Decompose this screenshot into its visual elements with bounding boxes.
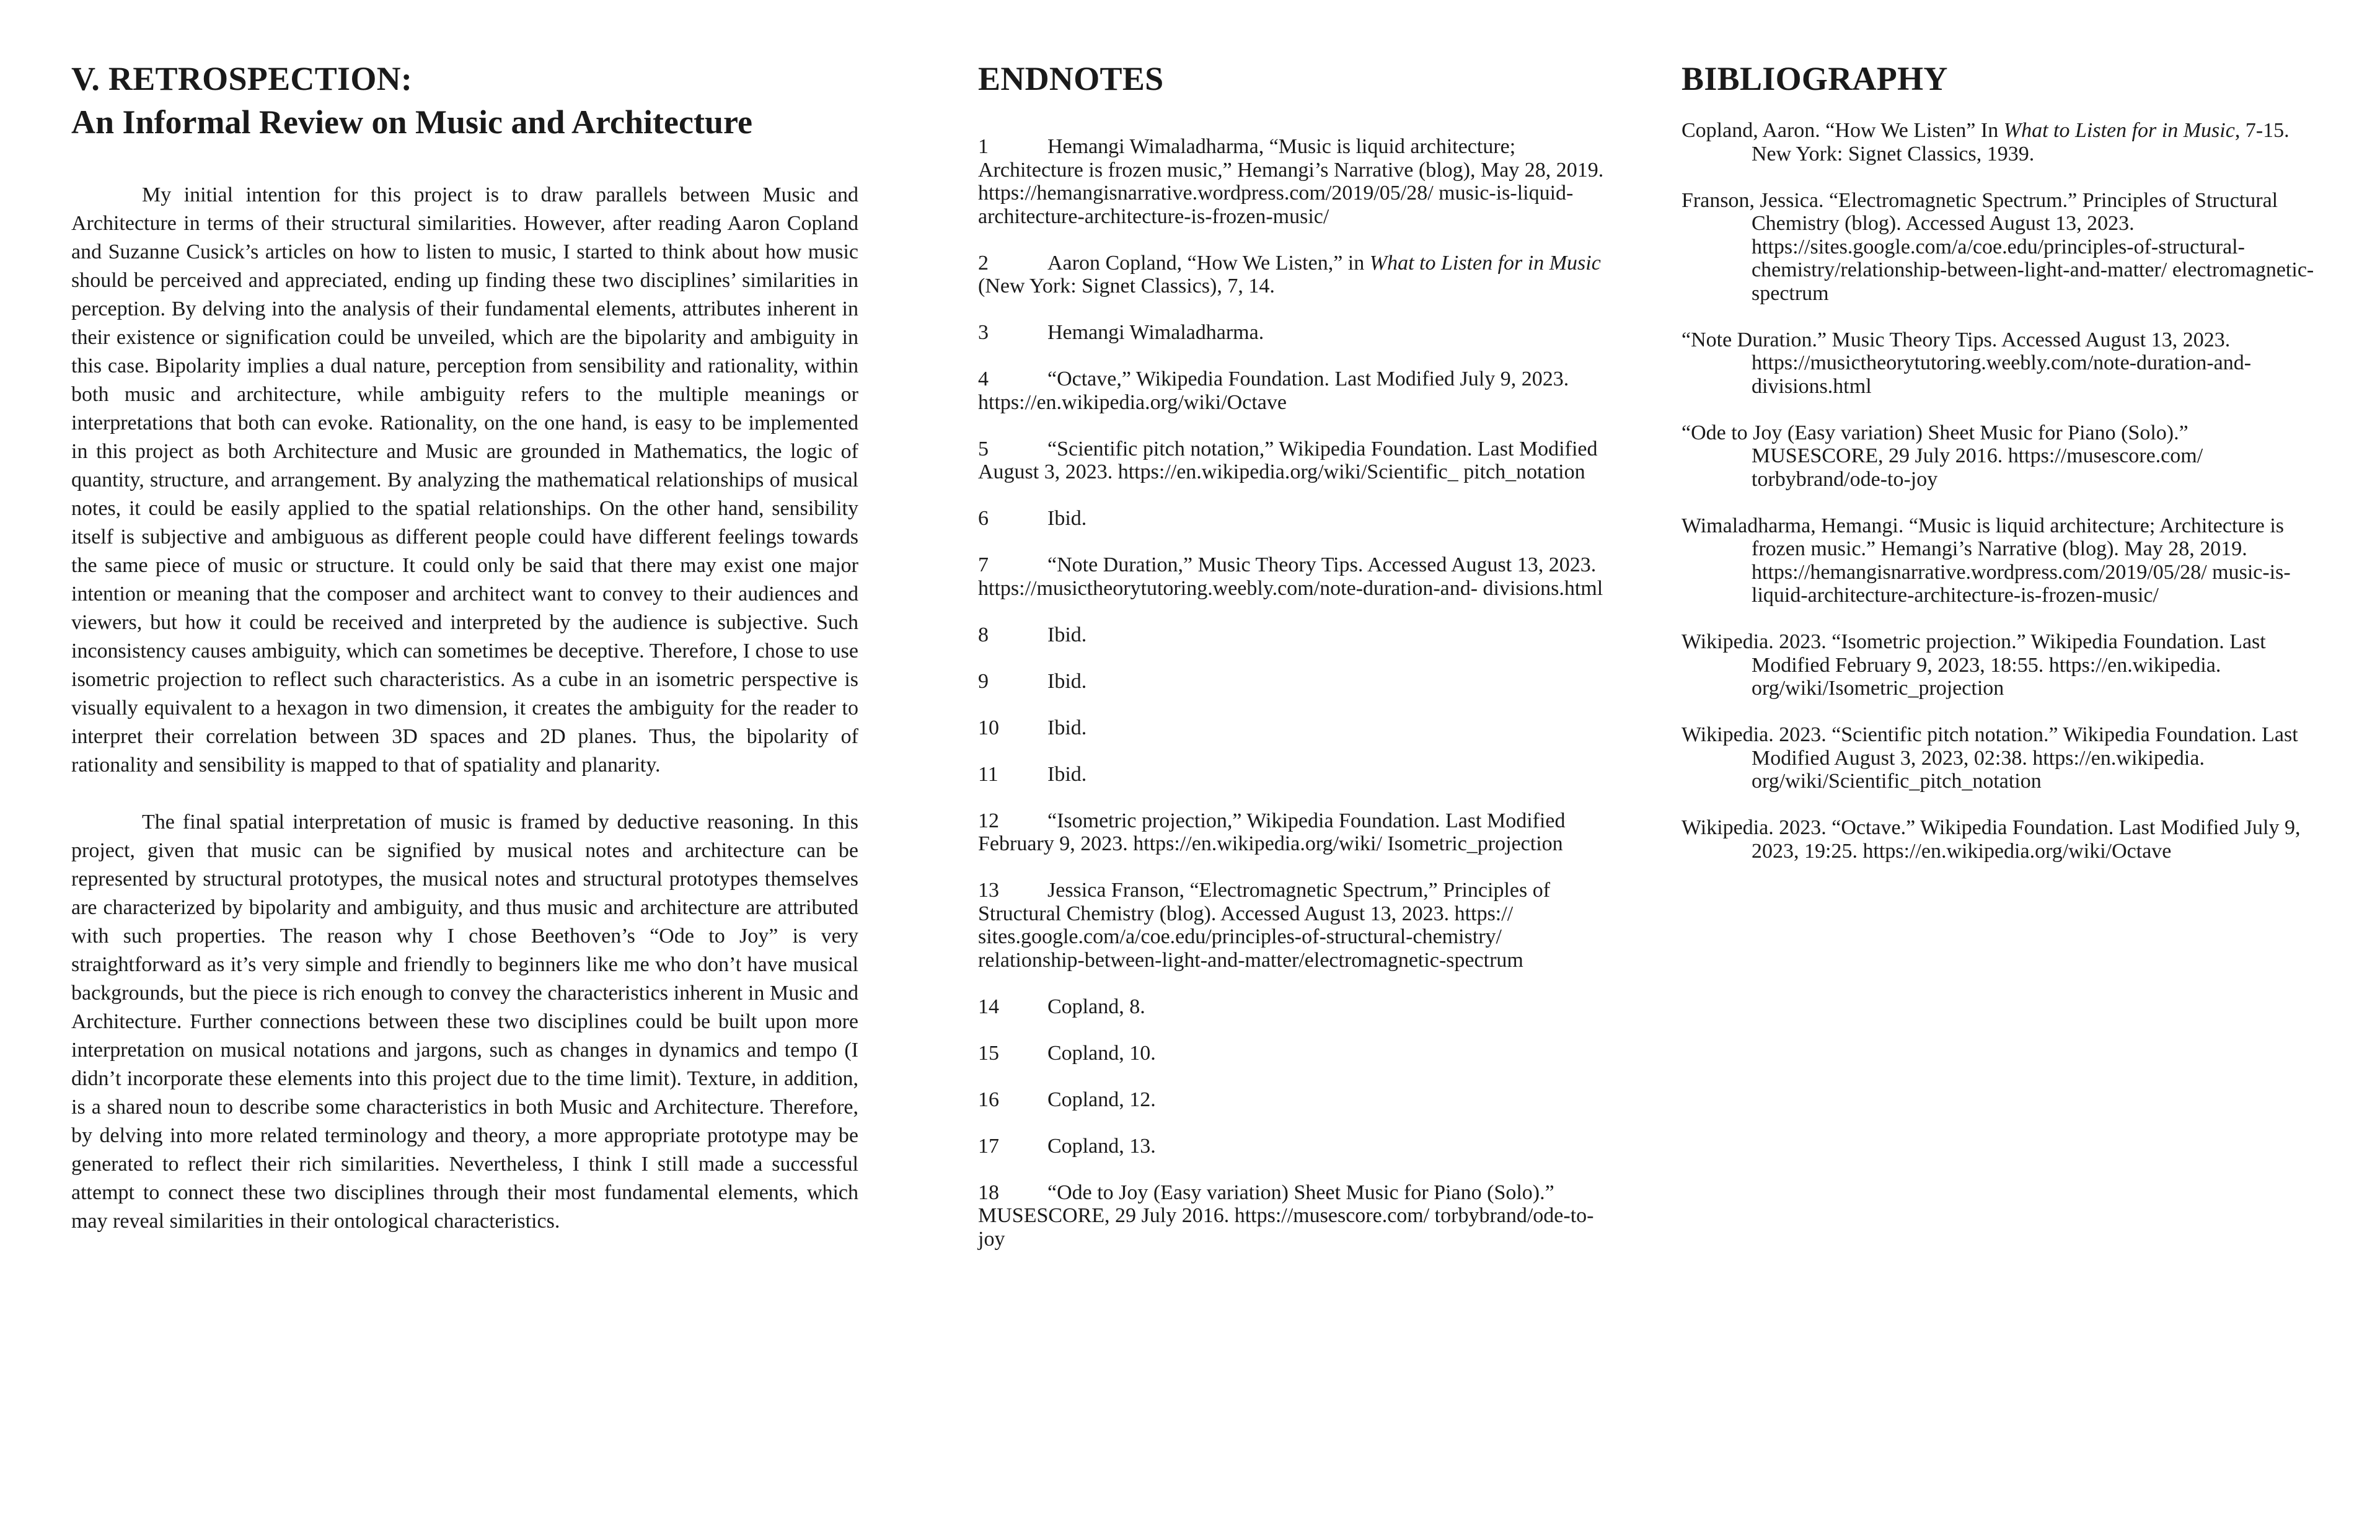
endnote-item bbox=[978, 623, 1604, 647]
endnote-number: 8 bbox=[978, 623, 989, 646]
endnote-number: 2 bbox=[978, 251, 989, 275]
retrospection-heading: V. RETROSPECTION: bbox=[71, 60, 413, 97]
endnote-number: 13 bbox=[978, 879, 999, 902]
endnote-number: 9 bbox=[978, 669, 989, 693]
endnote-text: Aaron Copland, “How We Listen,” in bbox=[1047, 251, 1370, 275]
endnote-number: 16 bbox=[978, 1088, 999, 1111]
bibliography-entry: “Ode to Joy (Easy variation) Sheet Music for Piano (Solo).” MUSESCORE, 29 July 2016. https://musescore.com/ torbybrand/ode-to-joy bbox=[1681, 421, 2203, 491]
endnote-number: 6 bbox=[978, 507, 989, 530]
bibliography-entry: Wikipedia. 2023. “Isometric projection.” Wikipedia Foundation. Last Modified February 9, 2023, 18:55. https://en.wikipedia. org/wiki/Isometric_projection bbox=[1681, 630, 2266, 700]
endnote-text: Ibid. bbox=[1047, 669, 1087, 693]
bibliography-text: Copland, Aaron. “How We Listen” In bbox=[1681, 119, 2004, 142]
endnote-item bbox=[978, 670, 1604, 693]
endnote-item bbox=[978, 553, 1604, 600]
endnote-text: “Ode to Joy (Easy variation) Sheet Music for Piano (Solo).” MUSESCORE, 29 July 2016. https://musescore.com/ torbybrand/ode-to-joy bbox=[978, 1181, 1594, 1251]
bibliography-text: , 7-15. New York: Signet Classics, 1939. bbox=[1752, 119, 2290, 165]
endnote-text: Copland, 10. bbox=[1047, 1041, 1156, 1065]
endnote-text: Copland, 12. bbox=[1047, 1088, 1156, 1111]
endnote-text: Jessica Franson, “Electromagnetic Spectrum,” Principles of Structural Chemistry (blog). Accessed August 13, 2023. https:// sites.google.com/a/coe.edu/principles-of-structural-chemistry/ relationship-between-light-and-matter/electromagnetic-spectrum bbox=[978, 879, 1551, 972]
endnote-item bbox=[978, 367, 1604, 414]
bibliography-entry: Wimaladharma, Hemangi. “Music is liquid architecture; Architecture is frozen music.” Hemangi’s Narrative (blog). May 28, 2019. https://hemangisnarrative.wordpress.com/2019/05/28/ music-is-liquid-architecture-architecture-is-frozen-music/ bbox=[1681, 514, 2291, 607]
endnote-item bbox=[978, 1042, 1604, 1065]
bibliography-entry: Wikipedia. 2023. “Scientific pitch notation.” Wikipedia Foundation. Last Modified August 3, 2023, 02:38. https://en.wikipedia. org/wiki/Scientific_pitch_notation bbox=[1681, 723, 2298, 793]
endnote-number: 15 bbox=[978, 1041, 999, 1065]
endnote-item bbox=[978, 135, 1604, 228]
endnote-number: 1 bbox=[978, 135, 989, 158]
endnote-text: Copland, 13. bbox=[1047, 1134, 1156, 1158]
endnote-text: Ibid. bbox=[1047, 507, 1087, 530]
endnote-number: 18 bbox=[978, 1181, 999, 1204]
endnote-item bbox=[978, 321, 1604, 345]
endnote-item bbox=[978, 879, 1604, 972]
endnote-item bbox=[978, 763, 1604, 786]
endnote-item bbox=[978, 252, 1604, 298]
retrospection-subheading: An Informal Review on Music and Architecture bbox=[71, 103, 752, 141]
endnote-text: “Scientific pitch notation,” Wikipedia Foundation. Last Modified August 3, 2023. https://en.wikipedia.org/wiki/Scientific_ pitch_notation bbox=[978, 437, 1598, 483]
bibliography-entry bbox=[1681, 119, 2320, 165]
endnote-text: Ibid. bbox=[1047, 716, 1087, 739]
endnote-item bbox=[978, 716, 1604, 740]
endnote-item bbox=[978, 438, 1604, 484]
endnote-item bbox=[978, 1135, 1604, 1158]
endnote-item bbox=[978, 809, 1604, 856]
endnote-number: 5 bbox=[978, 437, 989, 460]
endnote-text: Hemangi Wimaladharma. bbox=[1047, 321, 1264, 344]
endnote-item bbox=[978, 1181, 1604, 1251]
endnotes-list bbox=[978, 135, 1604, 1251]
endnote-number: 12 bbox=[978, 809, 999, 832]
endnote-item bbox=[978, 1088, 1604, 1112]
bibliography-entry: Wikipedia. 2023. “Octave.” Wikipedia Foundation. Last Modified July 9, 2023, 19:25. https://en.wikipedia.org/wiki/Octave bbox=[1681, 816, 2301, 863]
bibliography-book-title: What to Listen for in Music bbox=[2003, 119, 2235, 142]
endnote-text: Hemangi Wimaladharma, “Music is liquid architecture; Architecture is frozen music,” Hemangi’s Narrative (blog), May 28, 2019. https://hemangisnarrative.wordpress.com/2019/05/28/ music-is-liquid-architecture-architecture-is-frozen-music/ bbox=[978, 135, 1604, 228]
endnote-text: (New York: Signet Classics), 7, 14. bbox=[978, 275, 1275, 297]
endnote-book-title: What to Listen for in Music bbox=[1369, 251, 1601, 275]
bibliography-heading: BIBLIOGRAPHY bbox=[1681, 60, 1948, 97]
endnote-number: 7 bbox=[978, 553, 989, 576]
endnote-item bbox=[978, 507, 1604, 530]
endnote-text: “Isometric projection,” Wikipedia Foundation. Last Modified February 9, 2023. https://en.wikipedia.org/wiki/ Isometric_projection bbox=[978, 809, 1566, 855]
endnote-item bbox=[978, 995, 1604, 1019]
endnote-text: “Octave,” Wikipedia Foundation. Last Modified July 9, 2023. https://en.wikipedia.org/wiki/Octave bbox=[978, 367, 1569, 414]
endnote-text: Ibid. bbox=[1047, 623, 1087, 646]
endnote-text: Copland, 8. bbox=[1047, 995, 1145, 1018]
endnote-text: Ibid. bbox=[1047, 762, 1087, 786]
endnote-number: 3 bbox=[978, 321, 989, 344]
endnotes-heading: ENDNOTES bbox=[978, 60, 1164, 97]
bibliography-entry: Franson, Jessica. “Electromagnetic Spectrum.” Principles of Structural Chemistry (blog). Accessed August 13, 2023. https://sites.google.com/a/coe.edu/principles-of-structural- chemistry/relationship-between-light-and-matter/ electromagnetic-spectrum bbox=[1681, 188, 2314, 305]
bibliography-section bbox=[1681, 57, 2320, 886]
endnote-number: 11 bbox=[978, 762, 998, 786]
bibliography-list bbox=[1681, 119, 2320, 863]
bibliography-entry: “Note Duration.” Music Theory Tips. Accessed August 13, 2023. https://musictheorytutoring.weebly.com/note-duration-and- divisions.html bbox=[1681, 328, 2252, 398]
retrospection-section bbox=[71, 57, 858, 1236]
endnote-number: 4 bbox=[978, 367, 989, 390]
endnote-number: 17 bbox=[978, 1134, 999, 1158]
body-paragraph: My initial intention for this project is to draw parallels between Music and Architecture in terms of their structural similarities. However, after reading Aaron Copland and Suzanne Cusick’s articles on how to listen to music, I started to think about how music should be perceived and appreciated, ending up finding these two disciplines’ similarities in perception. By delving into the analysis of their fundamental elements, attributes inherent in their existence or signification could be unveiled, which are the bipolarity and ambiguity in this case. Bipolarity implies a dual nature, perception from sensibility and rationality, within both music and architecture, while ambiguity refers to the multiple meanings or interpretations that both can evoke. Rationality, on the one hand, is easy to be implemented in this project as both Architecture and Music are grounded in Mathematics, the logic of quantity, structure, and arrangement. By analyzing the mathematical relationships of musical notes, it could be easily applied to the spatial relationships. On the other hand, sensibility itself is subjective and ambiguous as different people could have different feelings towards the same piece of music or structure. It could only be said that there may exist one major intention or meaning that the composer and architect want to convey to their audiences and viewers, but how it could be received and interpreted by the audience is subjective. Such inconsistency causes ambiguity, which can sometimes be deceptive. Therefore, I chose to use isometric projection to reflect such characteristics. As a cube in an isometric perspective is visually equivalent to a hexagon in two dimension, it creates the ambiguity for the reader to interpret their correlation between 3D spaces and 2D planes. Thus, the bipolarity of rationality and sensibility is mapped to that of spatiality and planarity. bbox=[71, 183, 858, 777]
endnote-text: “Note Duration,” Music Theory Tips. Accessed August 13, 2023. https://musictheorytutoring.weebly.com/note-duration-and- divisions.html bbox=[978, 553, 1603, 600]
body-paragraph: The final spatial interpretation of music is framed by deductive reasoning. In this project, given that music can be signified by musical notes and architecture can be represented by structural prototypes, the musical notes and structural prototypes themselves are characterized by bipolarity and ambiguity, and thus music and architecture are attributed with such properties. The reason why I chose Beethoven’s “Ode to Joy” is very straightforward as it’s very simple and friendly to beginners like me who don’t have musical backgrounds, but the piece is rich enough to convey the characteristics inherent in Music and Architecture. Further connections between these two disciplines could be built upon more interpretation on musical notations and jargons, such as changes in dynamics and tempo (I didn’t incorporate these elements into this project due to the time limit). Texture, in addition, is a shared noun to describe some characteristics in both Music and Architecture. Therefore, by delving into more related terminology and theory, a more appropriate prototype may be generated to reflect their rich similarities. Nevertheless, I think I still made a successful attempt to connect these two disciplines through their most fundamental elements, which may reveal similarities in their ontological characteristics. bbox=[71, 811, 858, 1233]
endnote-number: 14 bbox=[978, 995, 999, 1018]
endnote-number: 10 bbox=[978, 716, 999, 739]
endnotes-section bbox=[978, 57, 1604, 1274]
